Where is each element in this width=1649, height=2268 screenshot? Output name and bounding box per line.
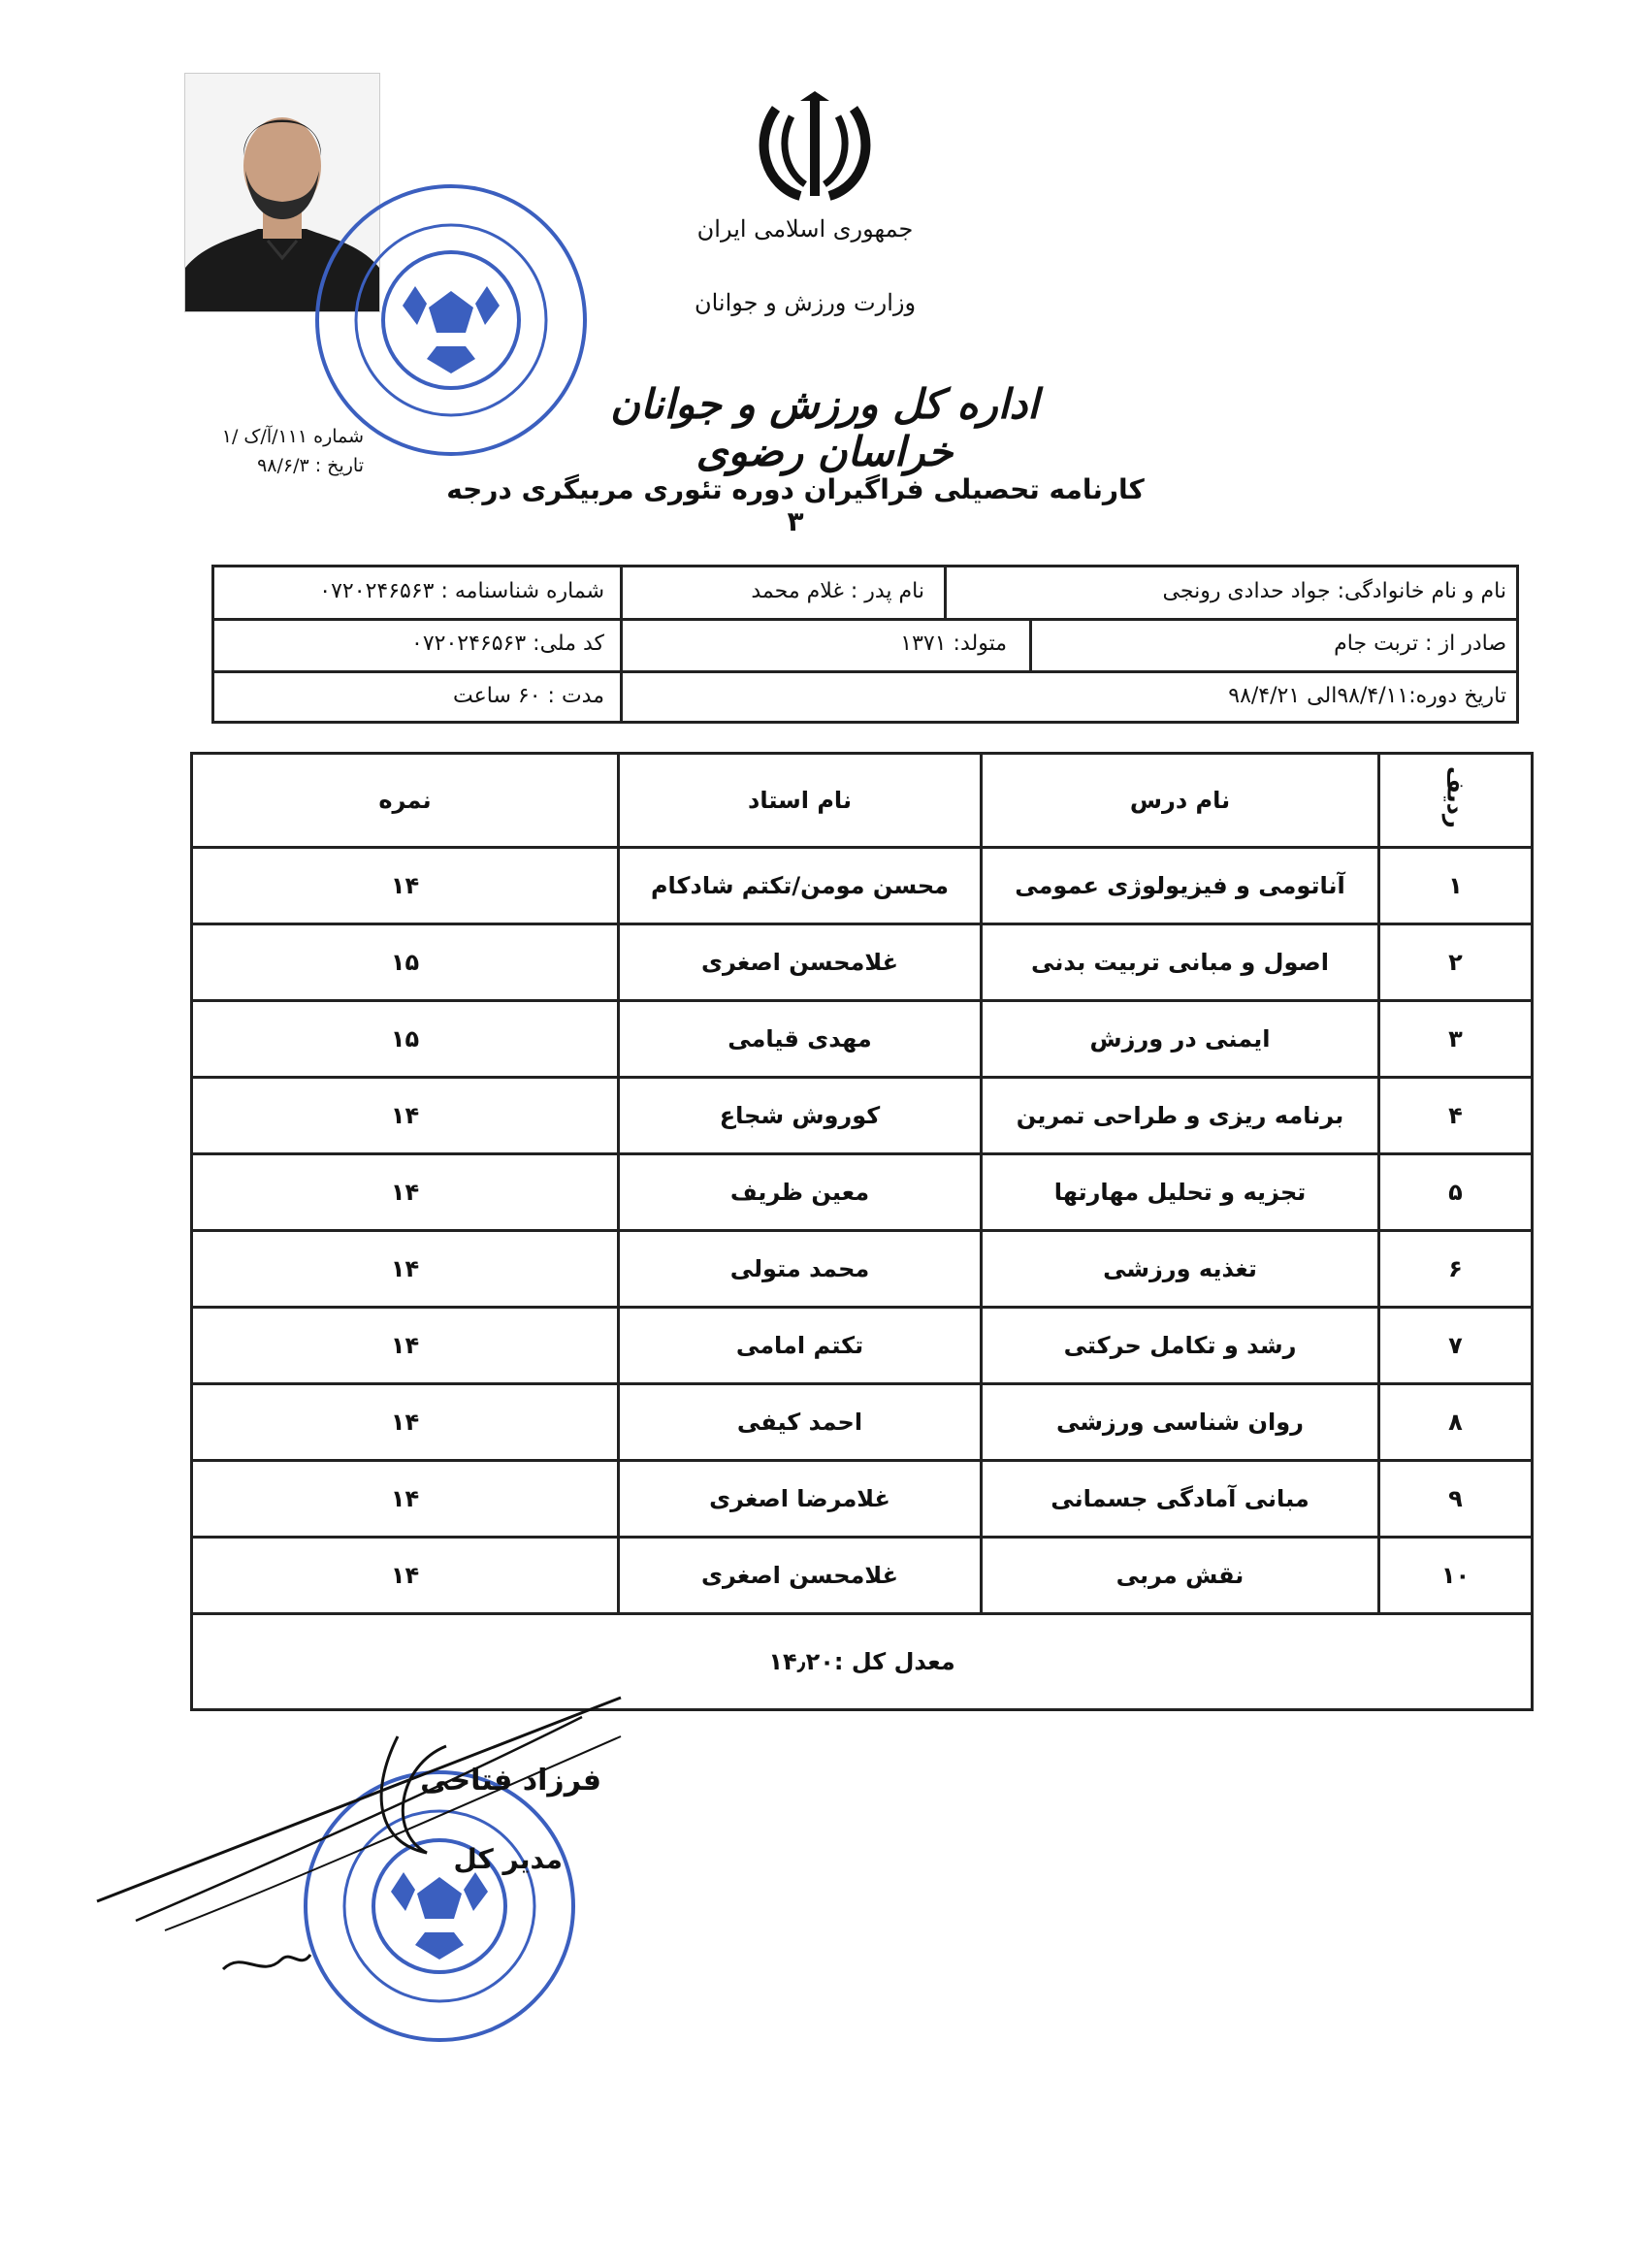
course-name-cell: روان شناسی ورزشی: [982, 1384, 1379, 1461]
course-dates: تاریخ دوره:۹۸/۴/۱۱الی ۹۸/۴/۲۱: [1228, 684, 1506, 708]
header-teacher: نام استاد: [619, 754, 982, 848]
grade-cell: ۱۴: [192, 1384, 619, 1461]
row-number-cell: ۲: [1379, 924, 1533, 1001]
father-name: نام پدر : غلام محمد: [751, 579, 924, 603]
reference-number: شماره ۱۱۱/آ/ک /۱: [221, 426, 364, 447]
teacher-name-cell: مهدی قیامی: [619, 1001, 982, 1078]
table-row: [192, 1538, 1533, 1614]
teacher-name-cell: معین ظریف: [619, 1154, 982, 1231]
grades-table: [190, 752, 1534, 1711]
course-name-cell: مبانی آمادگی جسمانی: [982, 1461, 1379, 1538]
teacher-name-cell: محسن مومن/تکتم شادکام: [619, 848, 982, 924]
document-title: کارنامه تحصیلی فراگیران دوره تئوری مربیگری درجه ۳: [446, 473, 1145, 537]
grade-cell: ۱۴: [192, 1461, 619, 1538]
birth-year: متولد: ۱۳۷۱: [900, 632, 1007, 656]
signer-name: فرزاد فتاحی: [420, 1764, 601, 1798]
student-info-box: [211, 565, 1519, 724]
issued-from: صادر از : تربت جام: [1334, 632, 1506, 656]
teacher-name-cell: محمد متولی: [619, 1231, 982, 1308]
teacher-name-cell: تکتم امامی: [619, 1308, 982, 1384]
table-row: [192, 1154, 1533, 1231]
official-stamp: [310, 179, 592, 461]
header-row-number: ردیف: [1379, 754, 1533, 848]
grade-cell: ۱۴: [192, 1078, 619, 1154]
table-row: [192, 1384, 1533, 1461]
course-duration: مدت : ۶۰ ساعت: [453, 684, 604, 708]
grade-cell: ۱۴: [192, 848, 619, 924]
grade-cell: ۱۵: [192, 1001, 619, 1078]
table-row: [192, 1308, 1533, 1384]
row-number-cell: ۶: [1379, 1231, 1533, 1308]
national-code: کد ملی: ۰۷۲۰۲۴۶۵۶۳: [411, 632, 604, 656]
header-grade: نمره: [192, 754, 619, 848]
id-number: شماره شناسنامه : ۰۷۲۰۲۴۶۵۶۳: [319, 579, 604, 603]
row-number-cell: ۳: [1379, 1001, 1533, 1078]
course-name-cell: تجزیه و تحلیل مهارتها: [982, 1154, 1379, 1231]
grade-cell: ۱۵: [192, 924, 619, 1001]
table-row: [192, 1078, 1533, 1154]
table-row: [192, 924, 1533, 1001]
row-number-cell: ۱: [1379, 848, 1533, 924]
ministry-name: وزارت ورزش و جوانان: [694, 289, 917, 316]
overall-average: معدل کل :۱۴٫۲۰: [192, 1614, 1533, 1710]
reference-date: تاریخ : ۹۸/۶/۳: [257, 455, 364, 476]
course-name-cell: نقش مربی: [982, 1538, 1379, 1614]
row-number-cell: ۴: [1379, 1078, 1533, 1154]
student-name: نام و نام خانوادگی: جواد حدادی رونجی: [1162, 579, 1506, 603]
course-name-cell: اصول و مبانی تربیت بدنی: [982, 924, 1379, 1001]
grade-cell: ۱۴: [192, 1538, 619, 1614]
handwritten-signature: [78, 1678, 660, 1998]
course-name-cell: آناتومی و فیزیولوژی عمومی: [982, 848, 1379, 924]
grade-cell: ۱۴: [192, 1154, 619, 1231]
organization-name: اداره کل ورزش و جوانان خراسان رضوی: [610, 380, 1039, 475]
course-name-cell: رشد و تکامل حرکتی: [982, 1308, 1379, 1384]
row-number-cell: ۸: [1379, 1384, 1533, 1461]
row-number-cell: ۹: [1379, 1461, 1533, 1538]
course-name-cell: برنامه ریزی و طراحی تمرین: [982, 1078, 1379, 1154]
row-number-cell: ۷: [1379, 1308, 1533, 1384]
table-row: [192, 1461, 1533, 1538]
row-number-cell: ۵: [1379, 1154, 1533, 1231]
country-name: جمهوری اسلامی ایران: [696, 215, 914, 243]
table-row: [192, 1001, 1533, 1078]
grade-cell: ۱۴: [192, 1231, 619, 1308]
teacher-name-cell: احمد کیفی: [619, 1384, 982, 1461]
course-name-cell: ایمنی در ورزش: [982, 1001, 1379, 1078]
header-course: نام درس: [982, 754, 1379, 848]
table-row: [192, 848, 1533, 924]
iran-emblem-icon: [757, 89, 873, 206]
teacher-name-cell: غلامرضا اصغری: [619, 1461, 982, 1538]
teacher-name-cell: کوروش شجاع: [619, 1078, 982, 1154]
table-row: [192, 1231, 1533, 1308]
teacher-name-cell: غلامحسن اصغری: [619, 1538, 982, 1614]
teacher-name-cell: غلامحسن اصغری: [619, 924, 982, 1001]
grade-cell: ۱۴: [192, 1308, 619, 1384]
table-header-row: [192, 754, 1533, 848]
signer-title: مدیر کل: [453, 1843, 563, 1875]
course-name-cell: تغذیه ورزشی: [982, 1231, 1379, 1308]
row-number-cell: ۱۰: [1379, 1538, 1533, 1614]
